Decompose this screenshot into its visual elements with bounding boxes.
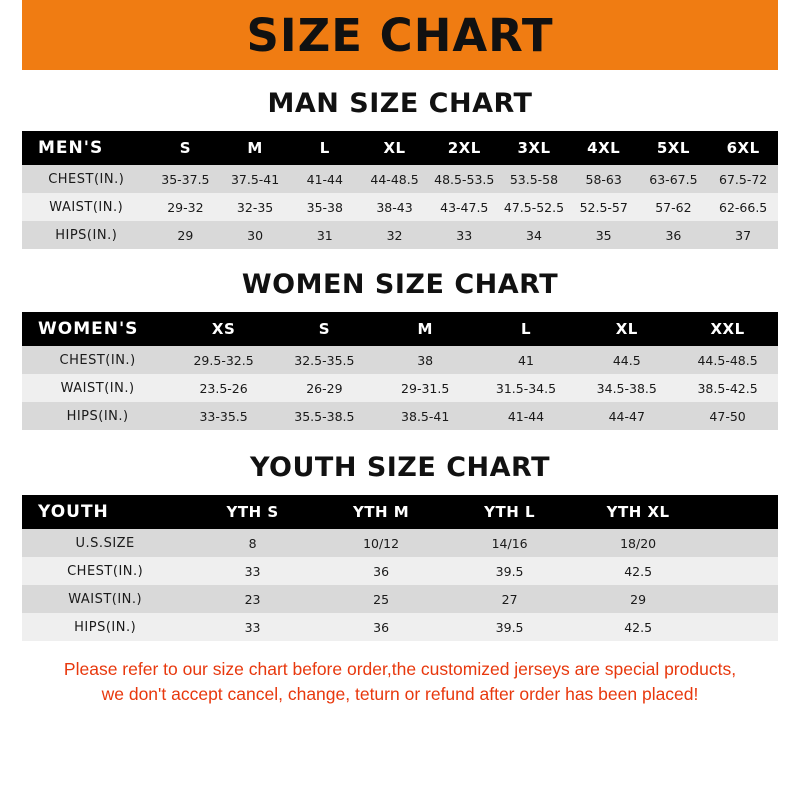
row-label: CHEST(IN.)	[48, 171, 125, 187]
row-label: HIPS(IN.)	[66, 408, 129, 424]
footer-note-line-1: Please refer to our size chart before order,the customized jerseys are special products,	[63, 659, 737, 679]
table-cell: 29	[177, 227, 194, 243]
table-cell: 23.5-26	[199, 380, 248, 396]
table-cell: 36	[373, 563, 390, 579]
women-header-cell: XL	[615, 320, 638, 338]
youth-header-cell: YTH L	[484, 503, 536, 521]
table-cell: 47.5-52.5	[503, 199, 565, 215]
table-cell: 58-63	[585, 171, 622, 187]
youth-header-cell: YTH S	[226, 503, 279, 521]
table-header-row	[22, 495, 778, 529]
man-header-cell: 3XL	[517, 139, 551, 157]
footer-note-line-2: we don't accept cancel, change, teturn or refund after order has been placed!	[101, 684, 699, 705]
man-header-label: MEN'S	[38, 138, 104, 158]
table-cell: 14/16	[491, 535, 528, 551]
table-row	[22, 165, 778, 193]
youth-header-cell: YTH XL	[606, 503, 670, 521]
row-label: HIPS(IN.)	[74, 619, 137, 635]
table-cell: 32	[386, 227, 403, 243]
table-cell: 33	[456, 227, 473, 243]
table-cell: 29-32	[167, 199, 204, 215]
table-cell: 26-29	[306, 380, 343, 396]
man-table-header	[22, 131, 778, 165]
row-label: WAIST(IN.)	[68, 591, 143, 607]
table-header-row	[22, 131, 778, 165]
table-cell: 38.5-41	[401, 408, 450, 424]
table-row	[22, 374, 778, 402]
table-cell: 32.5-35.5	[294, 352, 355, 368]
table-row	[22, 193, 778, 221]
table-cell: 41	[518, 352, 534, 368]
row-label: U.S.SIZE	[75, 535, 135, 551]
table-cell: 52.5-57	[579, 199, 628, 215]
table-cell: 31.5-34.5	[495, 380, 557, 396]
table-cell: 29-31.5	[401, 380, 450, 396]
table-cell-empty	[702, 557, 778, 585]
table-cell: 27	[501, 591, 518, 607]
table-cell: 47-50	[709, 408, 746, 424]
table-cell: 32-35	[236, 199, 274, 215]
row-label: WAIST(IN.)	[49, 199, 124, 215]
row-label: CHEST(IN.)	[67, 563, 144, 579]
table-cell: 39.5	[495, 563, 524, 579]
youth-header-label: YOUTH	[38, 502, 109, 522]
table-cell: 31	[316, 227, 333, 243]
table-cell: 29	[630, 591, 647, 607]
table-cell: 34.5-38.5	[596, 380, 657, 396]
table-cell-empty	[702, 613, 778, 641]
table-cell: 44-48.5	[370, 171, 419, 187]
table-cell: 43-47.5	[440, 199, 489, 215]
man-size-table	[22, 131, 778, 249]
content-area	[0, 88, 800, 708]
women-size-table	[22, 312, 778, 430]
table-cell: 33-35.5	[199, 408, 248, 424]
man-header-cell: L	[319, 139, 330, 157]
table-cell: 35-37.5	[161, 171, 210, 187]
table-cell: 38-43	[376, 199, 413, 215]
table-cell: 44-47	[608, 408, 645, 424]
header-band	[0, 0, 800, 70]
table-cell: 36	[373, 619, 390, 635]
row-label: HIPS(IN.)	[55, 227, 118, 243]
table-cell: 63-67.5	[649, 171, 698, 187]
table-row	[22, 221, 778, 249]
youth-header-cell: YTH M	[352, 503, 410, 521]
table-cell: 10/12	[363, 535, 400, 551]
table-cell: 29.5-32.5	[193, 352, 254, 368]
header-right-margin	[778, 0, 800, 70]
women-header-cell: M	[417, 320, 433, 338]
man-table-body	[22, 165, 778, 249]
table-cell: 35-38	[306, 199, 343, 215]
man-section-title: MAN SIZE CHART	[267, 88, 533, 119]
table-cell: 53.5-58	[509, 171, 559, 187]
table-row	[22, 529, 778, 557]
table-cell: 8	[248, 535, 257, 551]
table-cell: 42.5	[624, 619, 653, 635]
table-cell: 44.5	[612, 352, 641, 368]
table-row	[22, 613, 778, 641]
table-row	[22, 557, 778, 585]
women-header-label: WOMEN'S	[38, 319, 139, 339]
table-cell: 37.5-41	[230, 171, 280, 187]
table-row	[22, 402, 778, 430]
table-cell: 37	[735, 227, 752, 243]
man-header-cell: M	[247, 139, 263, 157]
man-header-cell: 5XL	[656, 139, 690, 157]
women-header-cell: XXL	[710, 320, 745, 338]
header-left-margin	[0, 0, 22, 70]
youth-header-cell-empty	[702, 495, 778, 529]
table-cell: 44.5-48.5	[697, 352, 758, 368]
footer-note	[22, 657, 778, 708]
man-header-cell: 2XL	[447, 139, 481, 157]
page-title: SIZE CHART	[246, 8, 554, 62]
table-cell: 38.5-42.5	[697, 380, 758, 396]
table-cell: 57-62	[655, 199, 692, 215]
table-cell: 62-66.5	[719, 199, 768, 215]
table-cell-empty	[702, 585, 778, 613]
table-cell: 35	[595, 227, 612, 243]
table-cell: 30	[247, 227, 264, 243]
table-cell: 23	[244, 591, 261, 607]
table-cell: 33	[244, 563, 261, 579]
table-row	[22, 585, 778, 613]
table-cell: 35.5-38.5	[294, 408, 355, 424]
women-section-title: WOMEN SIZE CHART	[241, 269, 559, 300]
youth-table-header	[22, 495, 778, 529]
table-cell: 25	[373, 591, 390, 607]
table-row	[22, 346, 778, 374]
row-label: WAIST(IN.)	[60, 380, 135, 396]
table-cell: 33	[244, 619, 261, 635]
women-table-header	[22, 312, 778, 346]
table-cell: 34	[526, 227, 542, 243]
table-cell: 38	[417, 352, 434, 368]
table-cell: 48.5-53.5	[434, 171, 495, 187]
man-header-cell: XL	[383, 139, 406, 157]
table-cell-empty	[702, 529, 778, 557]
table-cell: 36	[665, 227, 682, 243]
women-table-body	[22, 346, 778, 430]
youth-table-body	[22, 529, 778, 641]
women-header-cell: L	[520, 320, 531, 338]
row-label: CHEST(IN.)	[59, 352, 136, 368]
table-header-row	[22, 312, 778, 346]
man-header-cell: 6XL	[726, 139, 760, 157]
youth-section-title: YOUTH SIZE CHART	[249, 452, 551, 483]
table-cell: 39.5	[495, 619, 524, 635]
women-header-cell: XS	[211, 320, 236, 338]
table-cell: 18/20	[620, 535, 657, 551]
table-cell: 41-44	[306, 171, 343, 187]
table-cell: 41-44	[507, 408, 545, 424]
youth-size-table	[22, 495, 778, 641]
table-cell: 42.5	[624, 563, 653, 579]
women-header-cell: S	[318, 320, 331, 338]
man-header-cell: S	[179, 139, 192, 157]
table-cell: 67.5-72	[719, 171, 768, 187]
man-header-cell: 4XL	[587, 139, 621, 157]
